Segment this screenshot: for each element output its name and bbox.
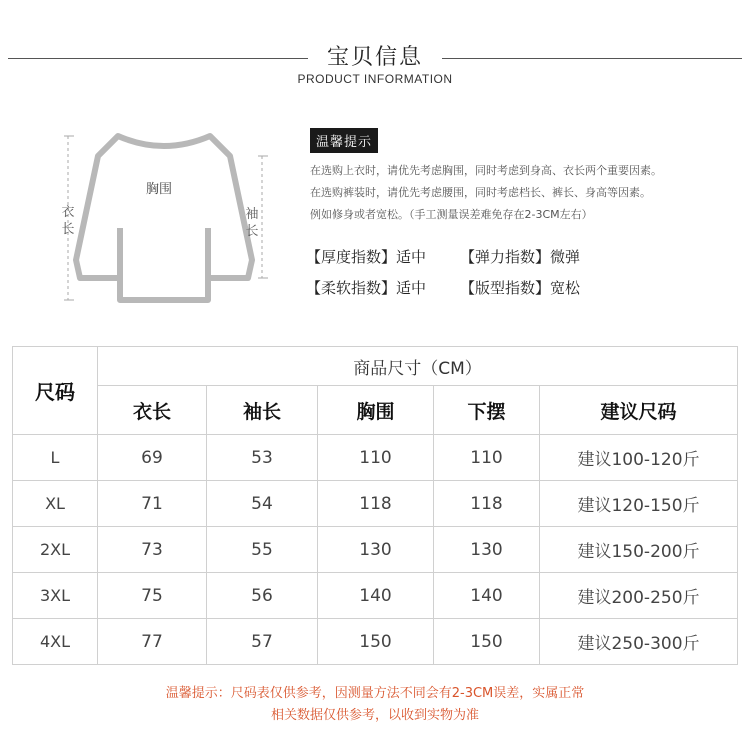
- table-row: [13, 481, 738, 527]
- hem-cell: 140: [434, 573, 540, 619]
- recommended-cell: 建议200-250斤: [540, 573, 738, 619]
- index-fit: 【版型指数】宽松: [460, 279, 581, 297]
- table-group-header-row: [13, 347, 738, 386]
- column-header-sleeve: 袖长: [207, 386, 318, 435]
- tip-line-3: 例如修身或者宽松。（手工测量误差难免存在2-3CM左右）: [310, 208, 593, 221]
- length-label-char-2: 长: [61, 222, 75, 237]
- sleeve-cell: 53: [207, 435, 318, 481]
- table-row: [13, 527, 738, 573]
- section-title: 宝贝信息: [326, 45, 423, 70]
- sleeve-cell: 57: [207, 619, 318, 665]
- table-row: [13, 573, 738, 619]
- table-row: [13, 435, 738, 481]
- chest-cell: 118: [318, 481, 434, 527]
- index-softness: 【柔软指数】适中: [306, 279, 427, 297]
- size-cell: 3XL: [13, 573, 98, 619]
- length-label: [60, 204, 76, 238]
- sleeve-cell: 56: [207, 573, 318, 619]
- hem-cell: 110: [434, 435, 540, 481]
- sleeve-label: [244, 206, 260, 240]
- chest-cell: 140: [318, 573, 434, 619]
- hem-cell: 150: [434, 619, 540, 665]
- size-column-header: 尺码: [13, 347, 98, 435]
- sleeve-cell: 55: [207, 527, 318, 573]
- recommended-cell: 建议120-150斤: [540, 481, 738, 527]
- chest-cell: 150: [318, 619, 434, 665]
- size-cell: L: [13, 435, 98, 481]
- column-header-hem: 下摆: [434, 386, 540, 435]
- garment-measurement-diagram: [40, 120, 300, 310]
- product-size-group-header: 商品尺寸（CM）: [98, 347, 738, 386]
- length-cell: 75: [98, 573, 207, 619]
- size-cell: 4XL: [13, 619, 98, 665]
- column-header-chest: 胸围: [318, 386, 434, 435]
- sleeve-label-char-2: 长: [245, 224, 259, 239]
- table-row: [13, 619, 738, 665]
- size-cell: XL: [13, 481, 98, 527]
- table-column-header-row: [13, 386, 738, 435]
- tip-badge: 温馨提示: [310, 128, 378, 153]
- chest-cell: 130: [318, 527, 434, 573]
- length-cell: 69: [98, 435, 207, 481]
- footer-note-line-2: 相关数据仅供参考，以收到实物为准: [270, 708, 479, 723]
- footer-note-line-1: 温馨提示：尺码表仅供参考，因测量方法不同会有2-3CM误差，实属正常: [165, 686, 585, 701]
- sleeve-label-char-1: 袖: [245, 207, 259, 222]
- size-table: [12, 346, 738, 665]
- length-cell: 73: [98, 527, 207, 573]
- column-header-recommended: 建议尺码: [540, 386, 738, 435]
- tip-line-2: 在选购裤装时，请优先考虑腰围，同时考虑档长、裤长、身高等因素。: [310, 186, 651, 199]
- chest-label: 胸围: [146, 182, 173, 197]
- recommended-cell: 建议150-200斤: [540, 527, 738, 573]
- hem-cell: 130: [434, 527, 540, 573]
- hem-cell: 118: [434, 481, 540, 527]
- sleeve-cell: 54: [207, 481, 318, 527]
- index-elasticity: 【弹力指数】微弹: [460, 248, 581, 266]
- column-header-length: 衣长: [98, 386, 207, 435]
- size-cell: 2XL: [13, 527, 98, 573]
- recommended-cell: 建议100-120斤: [540, 435, 738, 481]
- index-thickness: 【厚度指数】适中: [306, 248, 427, 266]
- length-cell: 71: [98, 481, 207, 527]
- section-subtitle: PRODUCT INFORMATION: [297, 72, 453, 86]
- length-label-char-1: 衣: [61, 205, 75, 220]
- tip-line-1: 在选购上衣时，请优先考虑胸围，同时考虑到身高、衣长两个重要因素。: [310, 164, 662, 177]
- garment-outline-icon: [40, 120, 300, 310]
- length-cell: 77: [98, 619, 207, 665]
- chest-cell: 110: [318, 435, 434, 481]
- recommended-cell: 建议250-300斤: [540, 619, 738, 665]
